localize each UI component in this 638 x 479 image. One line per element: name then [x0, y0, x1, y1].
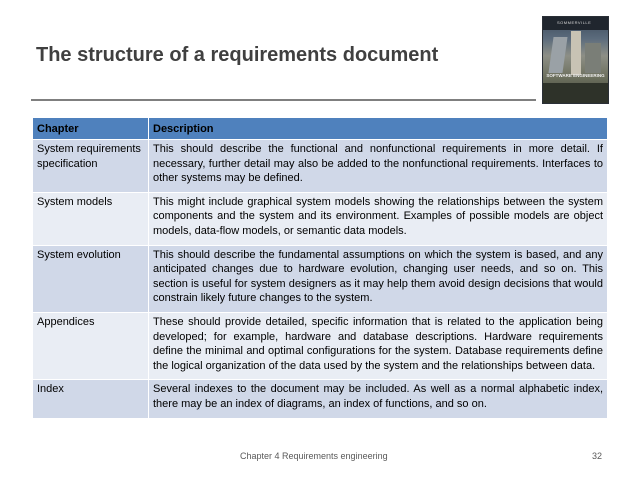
requirements-table [32, 117, 608, 419]
description-cell: This should describe the functional and nonfunctional requirements in more detail. If necessary, further detail may also be added to the nonfunctional requirements. Interfaces to other systems may be defined. [149, 140, 608, 193]
chapter-cell: Index [33, 380, 149, 418]
book-cover-image [542, 16, 609, 104]
chapter-cell: System requirements specification [33, 140, 149, 193]
table-row [33, 380, 608, 418]
description-cell: These should provide detailed, specific information that is related to the application being developed; for example, hardware and database descriptions. Hardware requirements define the minimal and optimal configurations for the system. Database requirements define the logical organization of the data used by the system and the relationships between data. [149, 312, 608, 379]
column-header-description: Description [149, 118, 608, 140]
table-row [33, 245, 608, 312]
table-row [33, 140, 608, 193]
title-divider [31, 99, 536, 101]
description-cell: This might include graphical system models showing the relationships between the system components and the system and its environment. Examples of possible models are object models, data-flow models, or semantic data models. [149, 192, 608, 245]
description-cell: Several indexes to the document may be included. As well as a normal alphabetic index, there may be an index of diagrams, an index of functions, and so on. [149, 380, 608, 418]
table-row [33, 312, 608, 379]
page-number: 32 [592, 451, 603, 461]
description-cell: This should describe the fundamental assumptions on which the system is based, and any anticipated changes due to hardware evolution, changing user needs, and so on. This section is useful for system designers as it may help them avoid design decisions that would constrain likely future changes to the system. [149, 245, 608, 312]
cover-author-text: SOMMERVILLE [557, 20, 592, 25]
chapter-cell: Appendices [33, 312, 149, 379]
cover-title-text: SOFTWARE ENGINEERING [546, 73, 605, 78]
table-row [33, 192, 608, 245]
column-header-chapter: Chapter [33, 118, 149, 140]
chapter-cell: System evolution [33, 245, 149, 312]
footer-chapter-text: Chapter 4 Requirements engineering [240, 451, 388, 461]
page-title: The structure of a requirements document [36, 44, 439, 66]
chapter-cell: System models [33, 192, 149, 245]
table-header-row [33, 118, 608, 140]
